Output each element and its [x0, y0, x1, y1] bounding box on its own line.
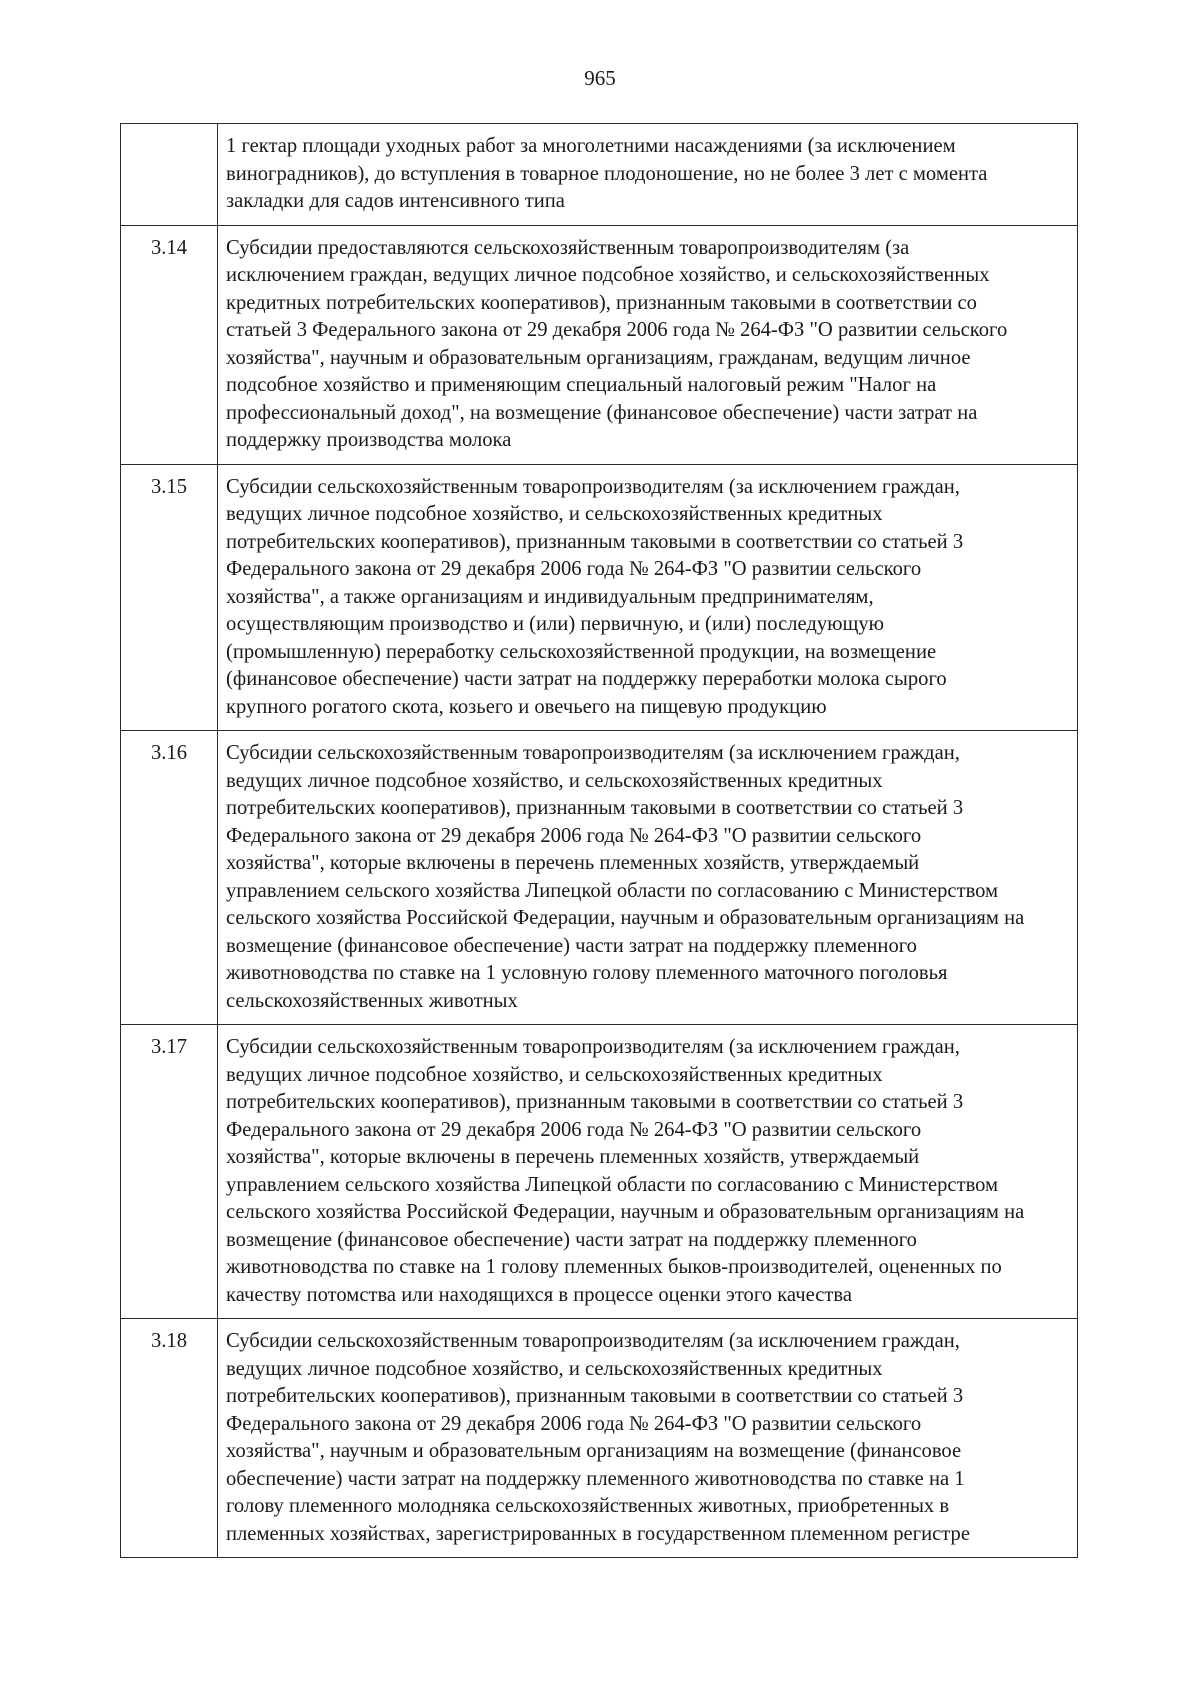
- text-line: возмещение (финансовое обеспечение) части затрат на поддержку племенного: [226, 934, 917, 957]
- text-line: Федерального закона от 29 декабря 2006 года № 264-ФЗ "О развитии сельского: [226, 558, 922, 580]
- row-number: 3.15: [121, 464, 218, 731]
- text-line: сельскохозяйственных животных: [226, 989, 518, 1012]
- row-number: [121, 124, 218, 226]
- text-line: крупного рогатого скота, козьего и овечьего на пищевую продукцию: [226, 695, 827, 718]
- text-line: статьей 3 Федерального закона от 29 декабря 2006 года № 264-ФЗ "О развитии сельского: [226, 319, 1008, 341]
- table-row: [121, 1025, 1078, 1319]
- text-line: хозяйства", которые включены в перечень племенных хозяйств, утверждаемый: [226, 1146, 920, 1168]
- text-line: Федерального закона от 29 декабря 2006 года № 264-ФЗ "О развитии сельского: [226, 824, 922, 847]
- text-line: Субсидии предоставляются сельскохозяйственным товаропроизводителям (за: [226, 236, 910, 259]
- subsidy-table-body: [121, 124, 1078, 1558]
- text-line: ведущих личное подсобное хозяйство, и сельскохозяйственных кредитных: [226, 1357, 883, 1380]
- text-line: сельского хозяйства Российской Федерации, научным и образовательным организациям на: [226, 907, 1025, 929]
- text-line: ведущих личное подсобное хозяйство, и сельскохозяйственных кредитных: [226, 1063, 883, 1086]
- text-line: управлением сельского хозяйства Липецкой области по согласованию с Министерством: [226, 1173, 999, 1196]
- text-line: качеству потомства или находящихся в процессе оценки этого качества: [226, 1283, 852, 1306]
- text-line: потребительских кооперативов), признанным таковыми в соответствии со статьей 3: [226, 797, 964, 819]
- text-line: возмещение (финансовое обеспечение) части затрат на поддержку племенного: [226, 1228, 917, 1251]
- text-line: Федерального закона от 29 декабря 2006 года № 264-ФЗ "О развитии сельского: [226, 1118, 922, 1141]
- row-number: 3.17: [121, 1025, 218, 1319]
- text-line: хозяйства", научным и образовательным организациям на возмещение (финансовое: [226, 1440, 962, 1462]
- row-description: [218, 731, 1078, 1025]
- text-line: Федерального закона от 29 декабря 2006 года № 264-ФЗ "О развитии сельского: [226, 1412, 922, 1435]
- text-line: ведущих личное подсобное хозяйство, и сельскохозяйственных кредитных: [226, 503, 883, 525]
- table-row: [121, 1319, 1078, 1558]
- text-line: Субсидии сельскохозяйственным товаропроизводителям (за исключением граждан,: [226, 742, 960, 764]
- text-line: профессиональный доход", на возмещение (финансовое обеспечение) части затрат на: [226, 401, 978, 424]
- text-line: исключением граждан, ведущих личное подсобное хозяйство, и сельскохозяйственных: [226, 264, 990, 286]
- row-description: [218, 124, 1078, 226]
- text-line: хозяйства", а также организациям и индивидуальным предпринимателям,: [226, 585, 874, 608]
- text-line: Субсидии сельскохозяйственным товаропроизводителям (за исключением граждан,: [226, 1330, 960, 1352]
- text-line: племенных хозяйствах, зарегистрированных в государственном племенном регистре: [226, 1522, 970, 1545]
- row-description: [218, 1025, 1078, 1319]
- text-line: 1 гектар площади уходных работ за многолетними насаждениями (за исключением: [226, 135, 956, 157]
- subsidy-table: [120, 123, 1078, 1558]
- text-line: подсобное хозяйство и применяющим специальный налоговый режим "Налог на: [226, 374, 937, 396]
- text-line: животноводства по ставке на 1 условную голову племенного маточного поголовья: [226, 962, 948, 984]
- text-line: животноводства по ставке на 1 голову племенных быков-производителей, оцененных по: [226, 1256, 1002, 1278]
- row-description: [218, 225, 1078, 464]
- text-line: обеспечение) части затрат на поддержку племенного животноводства по ставке на 1: [226, 1467, 965, 1490]
- text-line: виноградников), до вступления в товарное плодоношение, но не более 3 лет с момента: [226, 162, 988, 185]
- page-number: 965: [584, 66, 616, 90]
- text-line: голову племенного молодняка сельскохозяйственных животных, приобретенных в: [226, 1495, 950, 1517]
- text-line: потребительских кооперативов), признанным таковыми в соответствии со статьей 3: [226, 530, 964, 553]
- row-description: [218, 464, 1078, 731]
- text-line: потребительских кооперативов), признанным таковыми в соответствии со статьей 3: [226, 1385, 964, 1407]
- table-row: [121, 464, 1078, 731]
- row-description: [218, 1319, 1078, 1558]
- table-row: [121, 225, 1078, 464]
- text-line: потребительских кооперативов), признанным таковыми в соответствии со статьей 3: [226, 1091, 964, 1113]
- text-line: (промышленную) переработку сельскохозяйственной продукции, на возмещение: [226, 640, 937, 663]
- text-line: кредитных потребительских кооперативов), признанным таковыми в соответствии со: [226, 291, 977, 314]
- text-line: сельского хозяйства Российской Федерации, научным и образовательным организациям на: [226, 1201, 1025, 1223]
- text-line: поддержку производства молока: [226, 429, 512, 451]
- table-row: [121, 731, 1078, 1025]
- text-line: хозяйства", которые включены в перечень племенных хозяйств, утверждаемый: [226, 852, 920, 874]
- text-line: ведущих личное подсобное хозяйство, и сельскохозяйственных кредитных: [226, 769, 883, 792]
- text-line: Субсидии сельскохозяйственным товаропроизводителям (за исключением граждан,: [226, 1036, 960, 1058]
- text-line: закладки для садов интенсивного типа: [226, 190, 565, 212]
- row-number: 3.18: [121, 1319, 218, 1558]
- text-line: хозяйства", научным и образовательным организациям, гражданам, ведущим личное: [226, 346, 971, 369]
- table-row: [121, 124, 1078, 226]
- text-line: осуществляющим производство и (или) первичную, и (или) последующую: [226, 613, 885, 635]
- text-line: (финансовое обеспечение) части затрат на поддержку переработки молока сырого: [226, 668, 947, 690]
- row-number: 3.16: [121, 731, 218, 1025]
- text-line: управлением сельского хозяйства Липецкой области по согласованию с Министерством: [226, 879, 999, 902]
- row-number: 3.14: [121, 225, 218, 464]
- text-line: Субсидии сельскохозяйственным товаропроизводителям (за исключением граждан,: [226, 475, 960, 498]
